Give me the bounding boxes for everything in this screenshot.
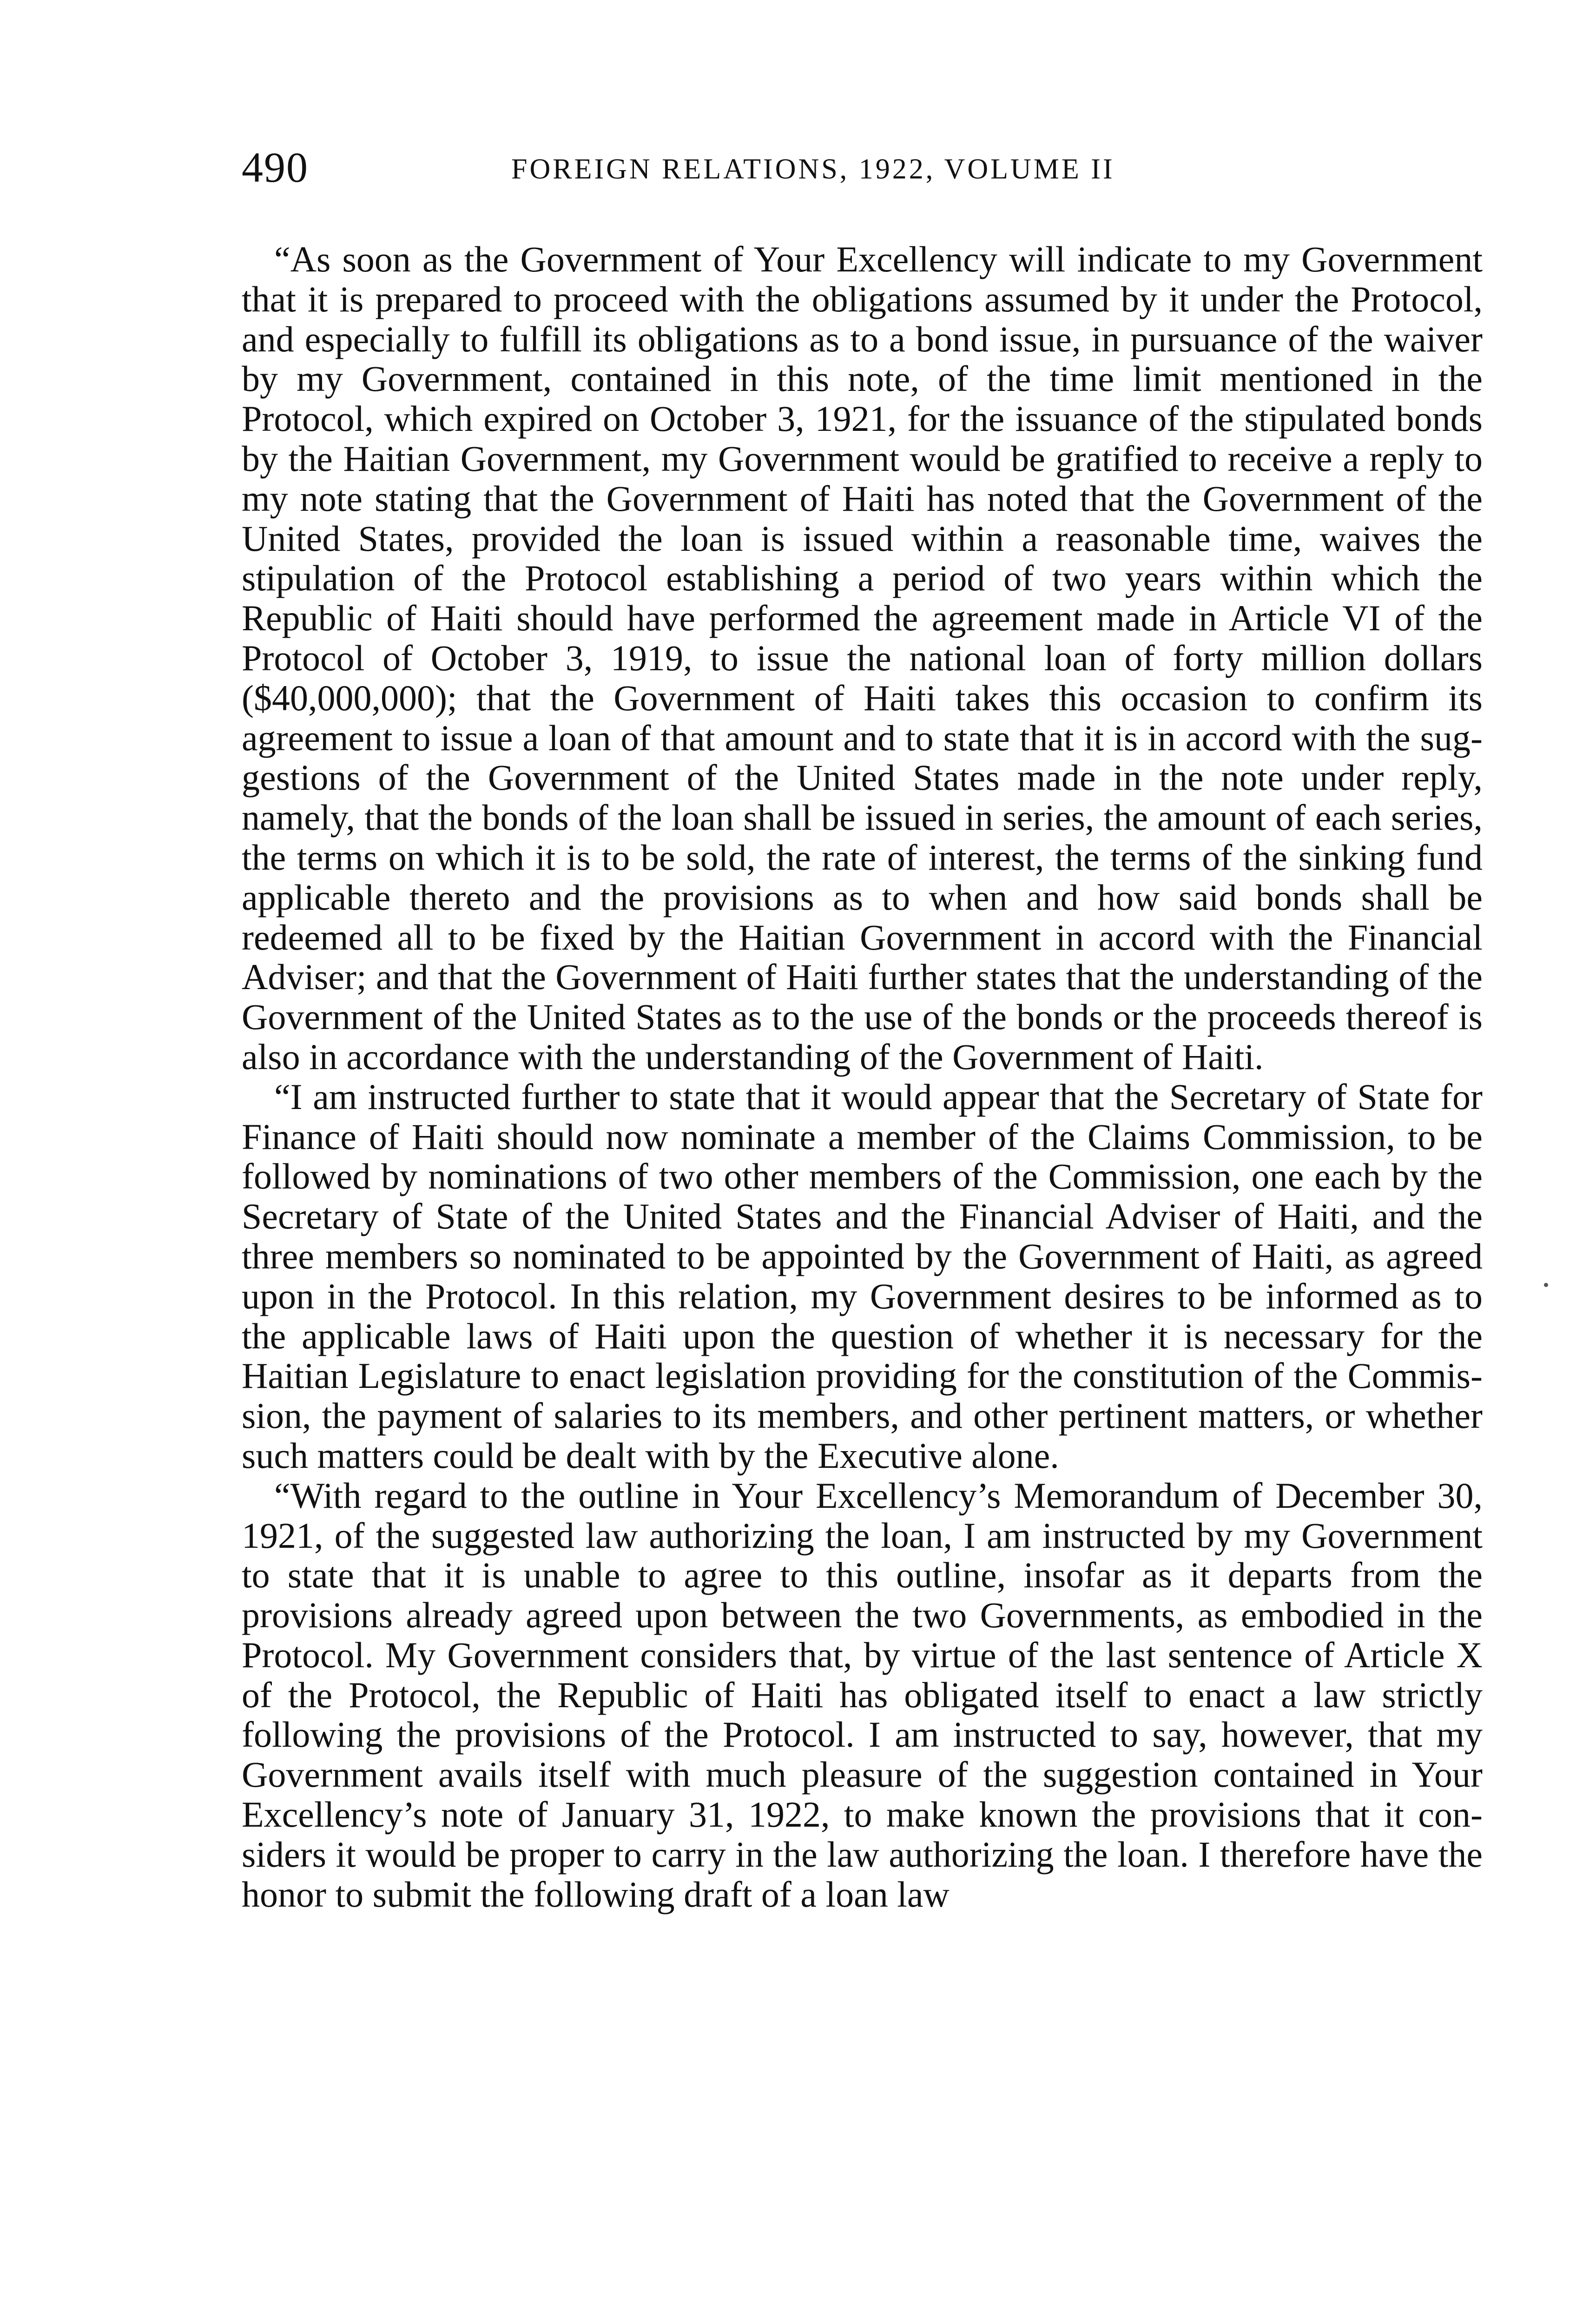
paragraph-loan-law: “With regard to the outline in Your Excellency’s Memorandum of December 30, 1921, of the suggested law authorizing the loan, I am instructed by my Government to state that it is unable to agree to this outline, insofar as it departs from the provisions already agreed upon between the two Governments, as embodied in the Protocol. My Government considers that, by virtue of the last sentence of Article X of the Protocol, the Republic of Haiti has obligated itself to enact a law strictly following the provisions of the Protocol. I am instructed to say, however, that my Government avails itself with much pleasure of the suggestion contained in Your Excellency’s note of January 31, 1922, to make known the provisions that it considers it would be proper to carry in the law authorizing the loan. I therefore have the honor to submit the following draft of a loan law xyxy=(242,1475,1483,1915)
paragraph-claims-commission: “I am instructed further to state that it would appear that the Secretary of State for Finance of Haiti should now nominate a member of the Claims Commission, to be followed by nominations of two other members of the Commission, one each by the Secretary of State of the United States and the Financial Adviser of Haiti, and the three members so nominated to be appointed by the Government of Haiti, as agreed upon in the Protocol. In this relation, my Government desires to be informed as to the applicable laws of Haiti upon the question of whether it is necessary for the Haitian Legislature to enact legislation providing for the constitution of the Commission, the payment of salaries to its members, and other pertinent matters, or whether such matters could be dealt with by the Executive alone. xyxy=(242,1076,1483,1476)
body-text xyxy=(242,239,1483,1914)
page-number: 490 xyxy=(242,144,309,191)
page-header xyxy=(242,139,1483,195)
running-title: FOREIGN RELATIONS, 1922, VOLUME II xyxy=(511,153,1115,185)
paragraph-bond-issue: “As soon as the Government of Your Excellency will indicate to my Government that it is prepared to proceed with the obligations assumed by it under the Protocol, and especially to fulfill its obligations as to a bond issue, in pursuance of the waiver by my Government, contained in this note, of the time limit mentioned in the Protocol, which expired on October 3, 1921, for the issuance of the stipulated bonds by the Haitian Government, my Government would be gratified to receive a reply to my note stating that the Government of Haiti has noted that the Government of the United States, provided the loan is issued within a reasonable time, waives the stipulation of the Protocol establishing a period of two years within which the Republic of Haiti should have performed the agreement made in Article VI of the Protocol of October 3, 1919, to issue the national loan of forty million dollars ($40,000,000); that the Government of Haiti takes this occasion to confirm its agreement to issue a loan of that amount and to state that it is in accord with the suggestions of the Government of the United States made in the note under reply, namely, that the bonds of the loan shall be issued in series, the amount of each series, the terms on which it is to be sold, the rate of interest, the terms of the sinking fund applicable thereto and the provisions as to when and how said bonds shall be redeemed all to be fixed by the Haitian Government in accord with the Financial Adviser; and that the Government of Haiti further states that the understanding of the Government of the United States as to the use of the bonds or the proceeds thereof is also in accordance with the understanding of the Government of Haiti. xyxy=(242,239,1483,1077)
ink-speck-mark xyxy=(1544,1283,1548,1287)
